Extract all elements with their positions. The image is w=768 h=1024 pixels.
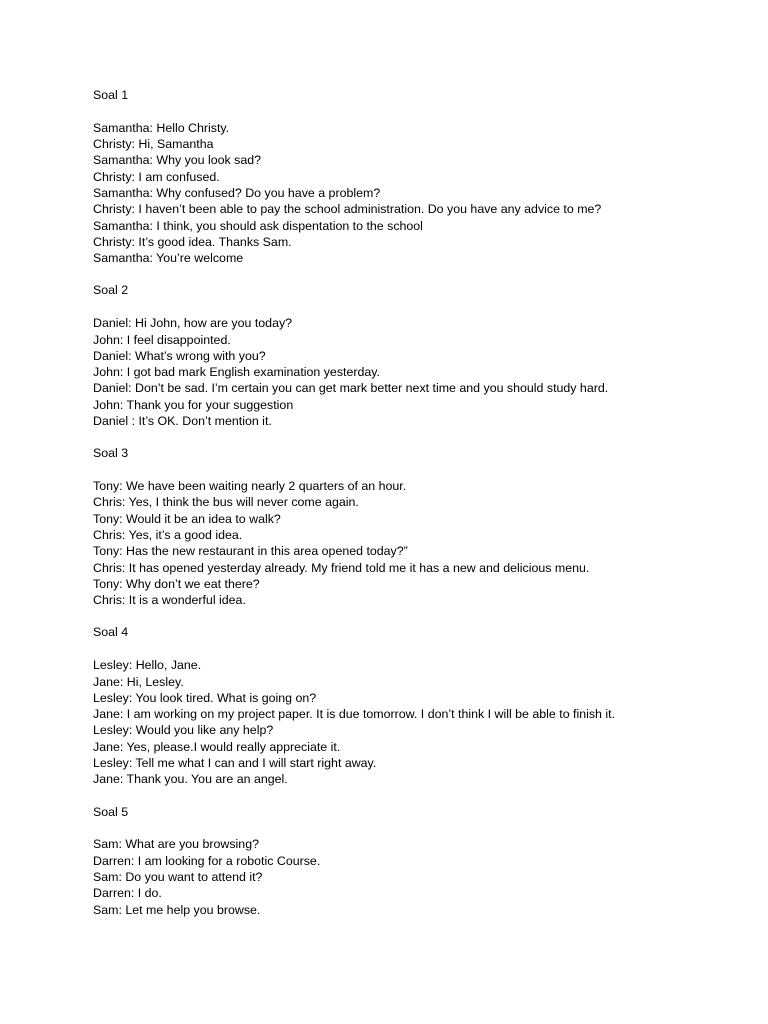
dialogue-line: John: I got bad mark English examination yesterday. [93, 365, 380, 380]
dialogue-line: Lesley: Hello, Jane. [93, 658, 202, 673]
dialogue-line: Sam: Let me help you browse. [93, 902, 261, 917]
section-soal-2 [93, 282, 743, 429]
section-soal-3 [93, 445, 743, 608]
dialogue-line: Samantha: Why you look sad? [93, 153, 262, 168]
dialogue-line: John: I feel disappointed. [93, 332, 231, 347]
dialogue-line: Daniel: Don’t be sad. I’m certain you can get mark better next time and you should study hard. [93, 381, 609, 396]
section-title: Soal 2 [93, 283, 129, 298]
dialogue-line: Jane: I am working on my project paper. It is due tomorrow. I don’t think I will be able to finish it. [93, 707, 616, 722]
section-title: Soal 3 [93, 446, 129, 461]
section-soal-5 [93, 804, 743, 918]
section-soal-1 [93, 87, 743, 266]
dialogue-line: Jane: Hi, Lesley. [93, 674, 184, 689]
dialogue-line: Lesley: Tell me what I can and I will start right away. [93, 756, 377, 771]
dialogue-line: Samantha: I think, you should ask dispentation to the school [93, 218, 423, 233]
section-title: Soal 5 [93, 804, 129, 819]
section-soal-4 [93, 624, 743, 787]
document-page [93, 87, 743, 934]
dialogue-line: Sam: Do you want to attend it? [93, 870, 263, 884]
dialogue-line: Daniel: What’s wrong with you? [93, 348, 266, 363]
dialogue-line: Sam: What are you browsing? [93, 837, 259, 852]
dialogue-line: Christy: I haven’t been able to pay the school administration. Do you have any advice to me? [93, 202, 602, 217]
dialogue-line: Chris: It is a wonderful idea. [93, 593, 246, 608]
dialogue-line: Tony: We have been waiting nearly 2 quarters of an hour. [93, 479, 407, 494]
dialogue-line: Lesley: You look tired. What is going on? [93, 690, 317, 705]
dialogue-line: Chris: Yes, I think the bus will never come again. [93, 495, 359, 510]
section-title: Soal 4 [93, 625, 129, 640]
dialogue-line: Daniel: Hi John, how are you today? [93, 316, 293, 331]
dialogue-line: Christy: I am confused. [93, 169, 220, 184]
dialogue-line: Chris: Yes, it’s a good idea. [93, 527, 243, 542]
dialogue-line: Lesley: Would you like any help? [93, 723, 274, 738]
dialogue-line: Tony: Has the new restaurant in this area opened today?” [93, 544, 408, 559]
dialogue-line: Daniel : It’s OK. Don’t mention it. [93, 414, 272, 429]
dialogue-line: Darren: I do. [93, 886, 162, 901]
dialogue-line: Samantha: You’re welcome [93, 251, 244, 266]
dialogue-line: Christy: Hi, Samantha [93, 137, 214, 152]
dialogue-line: Jane: Yes, please.I would really appreciate it. [93, 739, 341, 754]
dialogue-line: Jane: Thank you. You are an angel. [93, 772, 288, 787]
dialogue-line: Tony: Would it be an idea to walk? [93, 511, 281, 526]
dialogue-line: Samantha: Hello Christy. [93, 120, 230, 135]
dialogue-line: Samantha: Why confused? Do you have a problem? [93, 185, 381, 200]
dialogue-line: Chris: It has opened yesterday already. My friend told me it has a new and delicious menu. [93, 560, 590, 575]
dialogue-line: John: Thank you for your suggestion [93, 397, 294, 412]
dialogue-line: Christy: It’s good idea. Thanks Sam. [93, 234, 292, 249]
section-title: Soal 1 [93, 88, 129, 102]
dialogue-line: Darren: I am looking for a robotic Course. [93, 853, 321, 868]
dialogue-line: Tony: Why don’t we eat there? [93, 576, 260, 591]
